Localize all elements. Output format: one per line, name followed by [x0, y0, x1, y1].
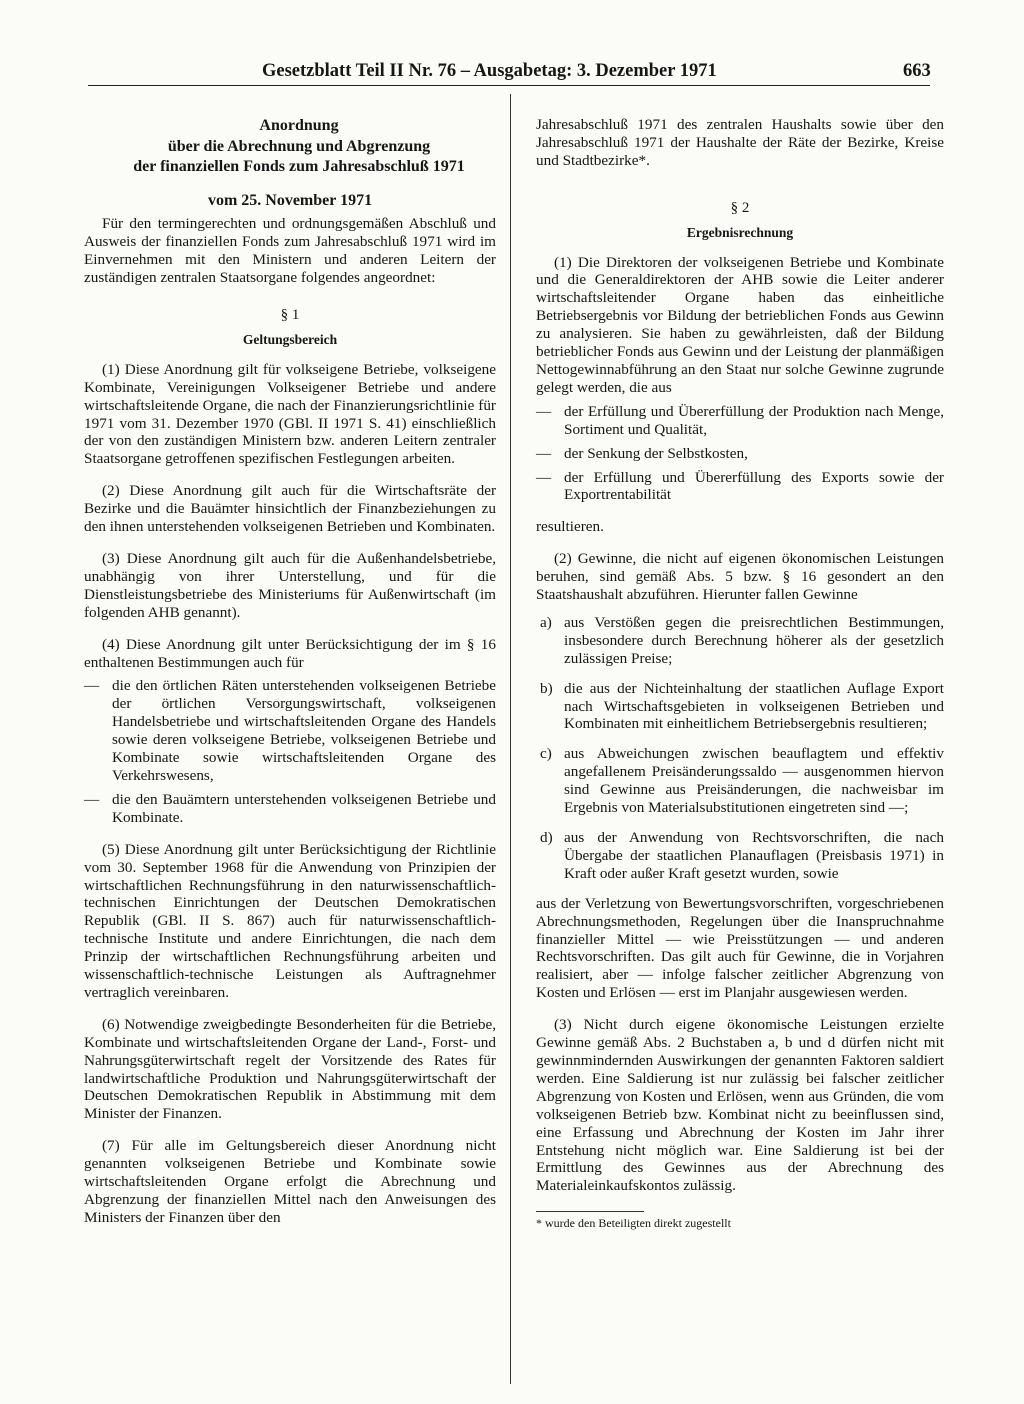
list-item-label: b) [540, 679, 553, 697]
sec2-dash-list [536, 403, 944, 505]
list-item-text: aus der Anwendung von Rechtsvorschriften, die nach Übergabe der staatlichen Planauflagen (Preisbasis 1971) in Kraft oder außer Kraft gesetzt wurden, sowie [564, 829, 944, 882]
sec1-paragraph-2: (2) Diese Anordnung gilt auch für die Wirtschaftsräte der Bezirke und die Bauämter hinsichtlich der Finanzbeziehungen zu den ihnen unterstehenden volkseigenen Betrieben und Kombinaten. [84, 482, 496, 536]
intro-paragraph: Für den termingerechten und ordnungsgemäßen Abschluß und Ausweis der finanziellen Fonds zum Jahresabschluß 1971 wird im Einvernehmen mit den Ministern und anderen Leitern der zuständigen zentralen Staatsorgane folgendes angeordnet: [84, 215, 496, 287]
sec2-paragraph-2: (2) Gewinne, die nicht auf eigenen ökonomischen Leistungen beruhen, sind gemäß Abs. 5 bzw. § 16 gesondert an den Staatshaushalt abzuführen. Hierunter fallen Gewinne [536, 550, 944, 604]
list-item: — die den Bauämtern unterstehenden volkseigenen Betriebe und Kombinate. [84, 791, 496, 827]
sec2-paragraph-1: (1) Die Direktoren der volkseigenen Betriebe und Kombinate und die Generaldirektoren der AHB sowie die Leiter anderer wirtschaftsleitender Organe haben das einheitliche Betriebsergebnis vor Bildung der betrieblichen Fonds aus Gewinn zu analysieren. Sie haben zu gewährleisten, daß der Bildung betrieblicher Fonds aus Gewinn und der Leistung der planmäßigen Nettogewinnabführung an den Staat nur solche Gewinne zugrunde gelegt werden, die aus [536, 253, 944, 396]
sec2-letter-list [536, 614, 944, 883]
column-divider [510, 94, 511, 1384]
sec1-paragraph-5: (5) Diese Anordnung gilt unter Berücksichtigung der Richtlinie vom 30. September 1968 für die Anwendung von Prinzipien der wirtschaftlichen Rechnungsführung in den naturwissenschaftlich-technischen Einrichtungen der Deutschen Demokratischen Republik (GBl. II S. 867) auch für naturwissenschaftlich-technische Institute und andere Einrichtungen, die nach dem Prinzip der wirtschaftlichen Rechnungsführung arbeiten und wissenschaftlich-technische Leistungen als Auftragnehmer vertraglich vereinbaren. [84, 840, 496, 1001]
page-header [0, 58, 1024, 88]
list-item-label: a) [540, 613, 552, 631]
sec1-paragraph-3: (3) Diese Anordnung gilt auch für die Außenhandelsbetriebe, unabhängig von ihrer Unterstellung, und für die Dienstleistungsbetriebe des Ministeriums für Außenwirtschaft (im folgenden AHB genannt). [84, 550, 496, 621]
sec2-paragraph-3: (3) Nicht durch eigene ökonomische Leistungen erzielte Gewinne gemäß Abs. 2 Buchstaben a, b und d dürfen nicht mit gewinnmindernden Auswirkungen der genannten Faktoren saldiert werden. Eine Saldierung ist nur zulässig bei falscher zeitlicher Abgrenzung von Kosten und Erlösen, wenn aus Gründen, die vom volkseigenen Betrieb bzw. Kombinat nicht zu beeinflussen sind, eine Erfassung und Abrechnung der Kosten im Jahr ihrer Entstehung nicht möglich war. Eine Saldierung ist bei der Ermittlung des Gewinnes aus der Abrechnung des Materialeinkaufskontos zulässig. [536, 1016, 944, 1195]
section-1-title: Geltungsbereich [242, 331, 338, 347]
list-item [536, 614, 944, 668]
section-1-number: § 1 [280, 307, 300, 324]
list-item: — der Erfüllung und Übererfüllung der Produktion nach Menge, Sortiment und Qualität, [536, 403, 944, 439]
list-item: — die den örtlichen Räten unterstehenden volkseigenen Betriebe der örtlichen Versorgungswirtschaft, volkseigenen Handelsbetriebe und wirtschaftsleitenden Organe des Handels sowie deren volkseigene Betriebe, volkseigenen Betriebe und Kombinate sowie wirtschaftsleitenden Organe des Verkehrswesens, [84, 677, 496, 784]
doc-title-line-3: der finanziellen Fonds zum Jahresabschluß 1971 [133, 158, 465, 175]
sec1-paragraph-6: (6) Notwendige zweigbedingte Besonderheiten für die Betriebe, Kombinate und wirtschaftsleitenden Organe der Land-, Forst- und Nahrungsgüterwirtschaft regelt der Vorsitzende des Rates für landwirtschaftliche Produktion und Nahrungsgüterwirtschaft der Deutschen Demokratischen Republik in Abstimmung mit dem Minister der Finanzen. [84, 1015, 496, 1123]
sec1-paragraph-7: (7) Für alle im Geltungsbereich dieser Anordnung nicht genannten volkseigenen Betriebe und Kombinate sowie wirtschaftsleitenden Organe erfolgt die Abrechnung und Abgrenzung der finanziellen Mittel nach den Anweisungen des Ministers der Finanzen über den [84, 1137, 496, 1226]
left-column [84, 116, 496, 1241]
list-item-text: aus Abweichungen zwischen beauflagtem und effektiv angefallenem Preisänderungssaldo — ausgenommen hiervon sind Gewinne aus Preisänderungen, die nachweisbar im Ergebnis von Materialsubstitutionen eingetreten sind —; [564, 745, 944, 817]
list-item-text: aus Verstößen gegen die preisrechtlichen Bestimmungen, insbesondere durch Berechnung höherer als der gesetzlich zulässigen Preise; [564, 613, 944, 667]
page-number: 663 [903, 61, 931, 81]
list-item: — der Erfüllung und Übererfüllung des Exports sowie der Exportrentabilität [536, 469, 944, 505]
header-title: Gesetzblatt Teil II Nr. 76 – Ausgabetag: 3. Dezember 1971 [262, 61, 717, 81]
section-2-title: Ergebnisrechnung [686, 224, 794, 240]
list-item [536, 745, 944, 817]
list-item-label: d) [540, 829, 553, 846]
doc-title-line-1: Anordnung [259, 117, 339, 134]
sec2-paragraph-1-end: resultieren. [536, 518, 604, 536]
header-rule [88, 85, 930, 86]
doc-title-line-2: über die Abrechnung und Abgrenzung [167, 137, 431, 155]
list-item-text: die aus der Nichteinhaltung der staatlichen Auflage Export nach Wirtschaftsgebieten in volkseigenen Betrieben und Kombinaten mit einheitlichem Betriebsergebnis resultieren; [564, 679, 944, 733]
right-column [536, 116, 944, 1231]
doc-date: vom 25. November 1971 [207, 191, 373, 209]
footnote-rule [536, 1211, 644, 1212]
sec2-paragraph-2-end: aus der Verletzung von Bewertungsvorschriften, vorgeschriebenen Abrechnungsmethoden, Regelungen über die Inanspruchnahme finanzieller Mittel — wie Preisstützungen — und anderen Rechtsvorschriften. Das gilt auch für Gewinne, die in Vorjahren realisiert, aber — infolge falscher zeitlicher Abgrenzung von Kosten und Erlösen — erst im Planjahr ausgewiesen werden. [536, 894, 944, 1002]
section-2-number: § 2 [730, 199, 750, 216]
list-item [536, 829, 944, 883]
continued-paragraph: Jahresabschluß 1971 des zentralen Haushalts sowie über den Jahresabschluß 1971 der Haushalte der Räte der Bezirke, Kreise und Stadtbezirke*. [536, 116, 944, 169]
sec1-paragraph-1: (1) Diese Anordnung gilt für volkseigene Betriebe, volkseigene Kombinate, Vereinigungen Volkseigener Betriebe und andere wirtschaftsleitende Organe, die nach der Finanzierungsrichtlinie für 1971 vom 31. Dezember 1970 (GBl. II 1971 S. 41) einschließlich der von den zuständigen Ministern bzw. anderen Leitern zentraler Staatsorgane getroffenen spezifischen Festlegungen arbeiten. [84, 360, 496, 468]
footnote: * wurde den Beteiligten direkt zugestellt [536, 1216, 731, 1231]
list-item: — der Senkung der Selbstkosten, [536, 445, 944, 463]
list-item [536, 680, 944, 734]
sec1-paragraph-4: (4) Diese Anordnung gilt unter Berücksichtigung der im § 16 enthaltenen Bestimmungen auch für [84, 635, 496, 671]
sec1-dash-list [84, 677, 496, 826]
list-item-label: c) [540, 745, 552, 763]
